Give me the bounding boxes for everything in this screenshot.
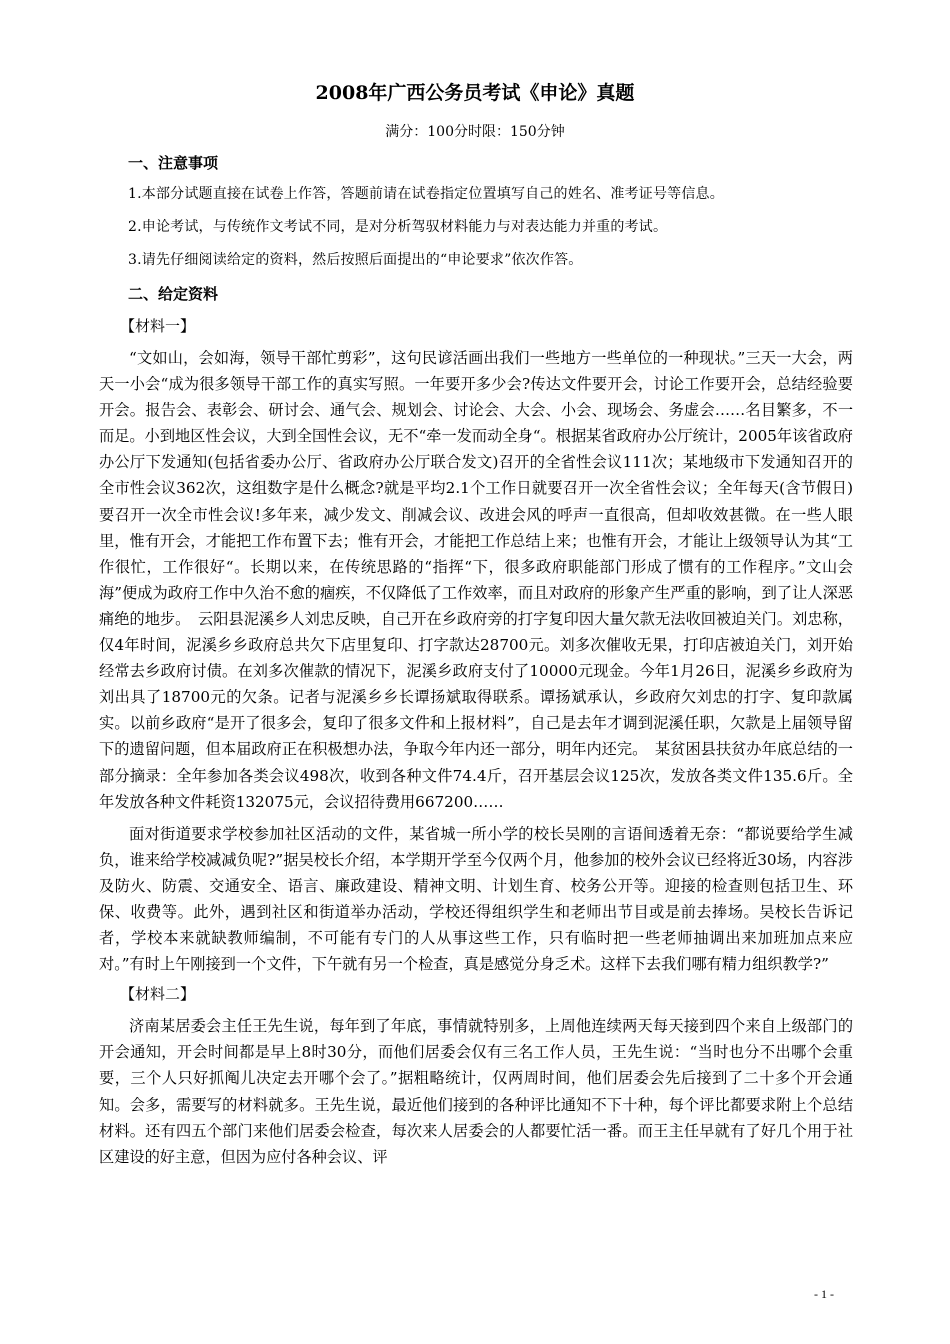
section-heading-materials: 二、给定资料: [128, 285, 219, 303]
note-item-2: 2.申论考试，与传统作文考试不同，是对分析驾驭材料能力与对表达能力并重的考试。: [128, 219, 668, 235]
section-heading-notes: 一、注意事项: [128, 154, 219, 172]
document-body: [99, 152, 853, 1176]
page-number: - 1 -: [814, 1287, 834, 1301]
material-1-paragraph-2: 面对街道要求学校参加社区活动的文件，某省城一所小学的校长吴刚的言语间透着无奈：“都说要给学生减负，谁来给学校减减负呢?”据吴校长介绍，本学期开学至今仅两个月，他参加的校外会议已经将近30场，内容涉及防火、防震、交通安全、语言、廉政建设、精神文明、计划生育、校务公开等。迎接的检查则包括卫生、环保、收费等。此外，遇到社区和街道举办活动，学校还得组织学生和老师出节目或是前去捧场。吴校长告诉记者，学校本来就缺教师编制，不可能有专门的人从事这些工作，只有临时把一些老师抽调出来加班加点来应对。”有时上午刚接到一个文件，下午就有另一个检查，真是感觉分身乏术。这样下去我们哪有精力组织教学?”: [99, 824, 853, 974]
material-1-paragraph-1: “文如山，会如海，领导干部忙剪彩”，这句民谚活画出我们一些地方一些单位的一种现状。”三天一大会，两天一小会“成为很多领导干部工作的真实写照。一年要开多少会?传达文件要开会，讨论工作要开会，总结经验要开会。报告会、表彰会、研讨会、通气会、规划会、讨论会、大会、小会、现场会、务虚会……名目繁多，不一而足。小到地区性会议，大到全国性会议，无不“牵一发而动全身“。根据某省政府办公厅统计，2005年该省政府办公厅下发通知(包括省委办公厅、省政府办公厅联合发文)召开的全省性会议111次；某地级市下发通知召开的全市性会议362次，这组数字是什么概念?就是平均2.1个工作日就要召开一次全省性会议；全年每天(含节假日)要召开一次全市性会议!多年来，减少发文、削减会议、改进会风的呼声一直很高，但却收效甚微。在一些人眼里，惟有开会，才能把工作布置下去；惟有开会，才能把工作总结上来；也惟有开会，才能让上级领导认为其“工作很忙，工作很好“。长期以来，在传统思路的“指挥“下，很多政府职能部门形成了惯有的工作程序。”文山会海”便成为政府工作中久治不愈的痼疾，不仅降低了工作效率，而且对政府的形象产生严重的影响，到了让人深恶痛绝的地步。 云阳县泥溪乡人刘忠反映，自己开在乡政府旁的打字复印因大量欠款无法收回被迫关门。刘忠称，仅4年时间，泥溪乡乡政府总共欠下店里复印、打字款达28700元。刘多次催收无果，打印店被迫关门，刘开始经常去乡政府讨债。在刘多次催款的情况下，泥溪乡政府支付了10000元现金。今年1月26日，泥溪乡乡政府为刘出具了18700元的欠条。记者与泥溪乡乡长谭扬斌取得联系。谭扬斌承认，乡政府欠刘忠的打字、复印款属实。以前乡政府“是开了很多会，复印了很多文件和上报材料”，自己是去年才调到泥溪任职，欠款是上届领导留下的遗留问题，但本届政府正在积极想办法，争取今年内还一部分，明年内还完。 某贫困县扶贫办年底总结的一部分摘录：全年参加各类会议498次，收到各种文件74.4斤，召开基层会议125次，发放各类文件135.6斤。全年发放各种文件耗资132075元，会议招待费用667200……: [99, 349, 853, 811]
note-item-3: 3.请先仔细阅读给定的资料，然后按照后面提出的“申论要求”依次作答。: [128, 252, 583, 268]
exam-info: 满分：100分时限：150分钟: [385, 124, 565, 140]
material-label-1: 【材料一】: [120, 317, 196, 335]
note-item-1: 1.本部分试题直接在试卷上作答，答题前请在试卷指定位置填写自己的姓名、准考证号等信息。: [128, 186, 724, 202]
material-2-paragraph-1: 济南某居委会主任王先生说，每年到了年底，事情就特别多，上周他连续两天每天接到四个来自上级部门的开会通知，开会时间都是早上8时30分，而他们居委会仅有三名工作人员，王先生说：“当时也分不出哪个会重要，三个人只好抓阄儿决定去开哪个会了。”据粗略统计，仅两周时间，他们居委会先后接到了二十多个开会通知。会多，需要写的材料就多。王先生说，最近他们接到的各种评比通知不下十种，每个评比都要求附上个总结材料。还有四五个部门来他们居委会检查，每次来人居委会的人都要忙活一番。而王主任早就有了好几个用于社区建设的好主意，但因为应付各种会议、评: [99, 1017, 853, 1166]
material-label-2: 【材料二】: [120, 985, 196, 1004]
page-title: 2008年广西公务员考试《申论》真题: [315, 82, 635, 104]
